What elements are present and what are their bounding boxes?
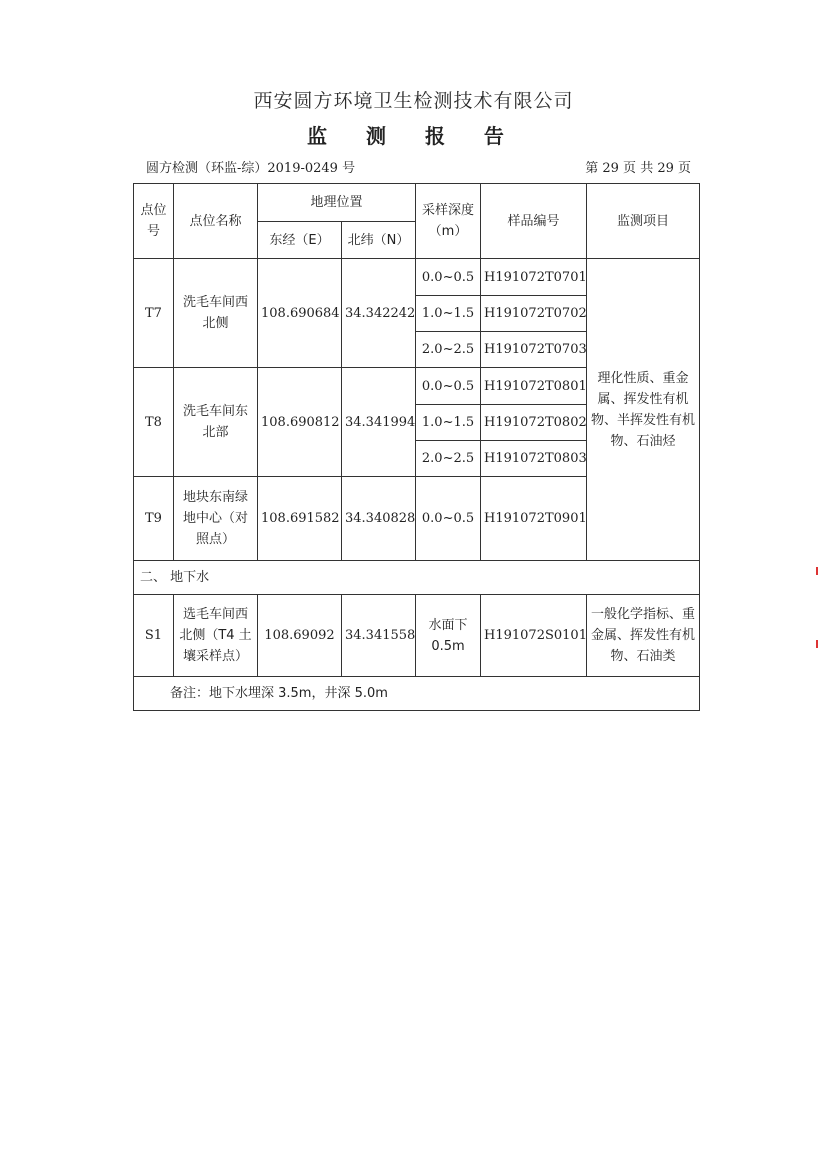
header-depth: 采样深度（m）: [416, 184, 481, 259]
point-name: 地块东南绿地中心（对照点）: [174, 477, 258, 561]
point-lat: 34.341558: [342, 595, 416, 677]
report-title: 监 测 报 告: [307, 124, 520, 148]
table-row: [134, 259, 700, 296]
sample-no: H191072T0703: [481, 332, 587, 368]
header-point-no: 点位号: [134, 184, 174, 259]
header-lng: 东经（E）: [258, 222, 342, 259]
header-row: [134, 184, 700, 222]
sample-depth: 2.0~2.5: [416, 441, 481, 477]
sample-depth: 0.0~0.5: [416, 259, 481, 296]
header-geo: 地理位置: [258, 184, 416, 222]
sample-no: H191072T0801: [481, 368, 587, 405]
sample-no: H191072T0701: [481, 259, 587, 296]
monitoring-table: [133, 183, 700, 711]
sample-depth: 0.0~0.5: [416, 477, 481, 561]
header-lat: 北纬（N）: [342, 222, 416, 259]
sample-depth: 1.0~1.5: [416, 405, 481, 441]
water-monitoring-items: 一般化学指标、重金属、挥发性有机物、石油类: [587, 595, 700, 677]
sample-depth: 水面下0.5m: [416, 595, 481, 677]
point-id: S1: [134, 595, 174, 677]
sample-no: H191072S0101: [481, 595, 587, 677]
sample-no: H191072T0803: [481, 441, 587, 477]
point-name: 洗毛车间东北部: [174, 368, 258, 477]
point-lng: 108.69092: [258, 595, 342, 677]
report-number: 圆方检测（环监-综）2019-0249 号: [146, 161, 356, 176]
section-row: [134, 561, 700, 595]
header-items: 监测项目: [587, 184, 700, 259]
sample-depth: 2.0~2.5: [416, 332, 481, 368]
sample-depth: 1.0~1.5: [416, 296, 481, 332]
point-name: 洗毛车间西北侧: [174, 259, 258, 368]
scan-mark: [816, 567, 818, 575]
header-sample-no: 样品编号: [481, 184, 587, 259]
section-groundwater: 二、 地下水: [134, 561, 700, 595]
note-row: [134, 677, 700, 711]
report-meta: [146, 157, 691, 177]
point-lat: 34.340828: [342, 477, 416, 561]
point-lng: 108.690812: [258, 368, 342, 477]
point-id: T8: [134, 368, 174, 477]
point-name: 选毛车间西北侧（T4 土壤采样点）: [174, 595, 258, 677]
table-note: 备注：地下水埋深 3.5m，井深 5.0m: [134, 677, 700, 711]
sample-no: H191072T0802: [481, 405, 587, 441]
soil-monitoring-items: 理化性质、重金属、挥发性有机物、半挥发性有机物、石油烃: [587, 259, 700, 561]
company-name: 西安圆方环境卫生检测技术有限公司: [253, 90, 574, 112]
page-info: 第 29 页 共 29 页: [585, 161, 691, 176]
header-point-name: 点位名称: [174, 184, 258, 259]
point-lng: 108.690684: [258, 259, 342, 368]
point-lng: 108.691582: [258, 477, 342, 561]
sample-depth: 0.0~0.5: [416, 368, 481, 405]
point-id: T9: [134, 477, 174, 561]
point-lat: 34.341994: [342, 368, 416, 477]
sample-no: H191072T0901: [481, 477, 587, 561]
table-row: [134, 595, 700, 677]
scan-mark: [816, 640, 818, 648]
point-lat: 34.342242: [342, 259, 416, 368]
sample-no: H191072T0702: [481, 296, 587, 332]
point-id: T7: [134, 259, 174, 368]
